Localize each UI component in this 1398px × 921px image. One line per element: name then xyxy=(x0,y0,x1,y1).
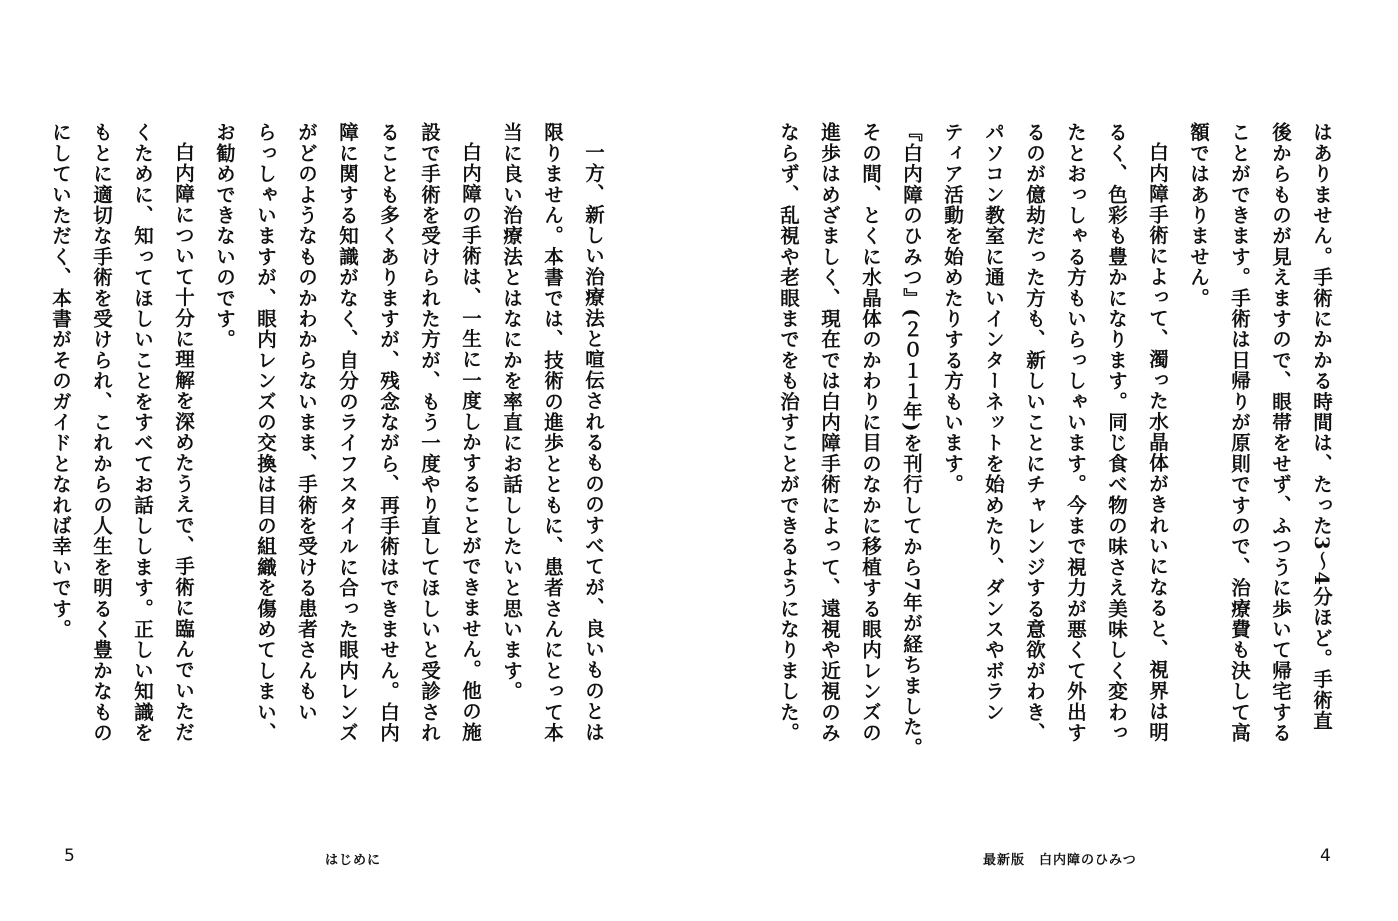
text-line: 『白内障のひみつ』(２０１１年)を刊行してから7年が経ちました。 xyxy=(900,122,923,758)
text-line: 白内障の手術は、一生に一度しかすることができません。他の施 xyxy=(459,141,482,742)
text-line: 白内障について十分に理解を深めたうえで、手術に臨んでいただ xyxy=(172,141,195,742)
text-line: がどのようなものかわからないまま、手術を受ける患者さんもい xyxy=(295,122,318,723)
text-line: ティア活動を始めたりする方もいます。 xyxy=(941,122,964,495)
text-line: 限りません。本書では、技術の進歩とともに、患者さんにとって本 xyxy=(541,122,564,743)
text-line: 障に関する知識がなく、自分のライフスタイルに合った眼内レンズ xyxy=(336,122,359,743)
text-line: 額ではありません。 xyxy=(1187,122,1210,309)
text-line: もとに適切な手術を受けられ、これからの人生を明るく豊かなもの xyxy=(90,122,113,743)
left-running-head: はじめに xyxy=(325,853,382,868)
text-line: はありません。手術にかかる時間は、たった3～4分ほど。手術直 xyxy=(1310,122,1333,732)
text-line: にしていただく、本書がそのガイドとなれば幸いです。 xyxy=(49,122,72,640)
right-page-body xyxy=(652,122,1342,758)
text-line: 白内障手術によって、濁った水晶体がきれいになると、視界は明 xyxy=(1146,141,1169,742)
text-line: 一方、新しい治療法と喧伝されるもののすべてが、良いものとは xyxy=(582,141,605,742)
text-line: 後からものが見えますので、眼帯をせず、ふつうに歩いて帰宅する xyxy=(1269,122,1292,743)
text-line: たとおっしゃる方もいらっしゃいます。今まで視力が悪くて外出す xyxy=(1064,122,1087,743)
text-line: くために、知ってほしいことをすべてお話しします。正しい知識を xyxy=(131,122,154,743)
text-line: るのが億劫だった方も、新しいことにチャレンジする意欲がわき、 xyxy=(1023,122,1046,743)
text-line: お勧めできないのです。 xyxy=(213,122,236,350)
text-line: ることも多くありますが、残念ながら、再手術はできません。白内 xyxy=(377,122,400,743)
text-line: その間、とくに水晶体のかわりに目のなかに移植する眼内レンズの xyxy=(859,122,882,743)
text-line: らっしゃいますが、眼内レンズの交換は目の組織を傷めてしまい、 xyxy=(254,122,277,743)
right-running-head: 最新版 白内障のひみつ xyxy=(983,853,1137,868)
left-page-number: 5 xyxy=(64,846,75,866)
text-line: 当に良い治療法とはなにかを率直にお話ししたいと思います。 xyxy=(500,122,523,702)
right-page-number: 4 xyxy=(1320,846,1331,866)
text-line: ならず、乱視や老眼までをも治すことができるようになりました。 xyxy=(777,122,800,743)
text-line: るく、色彩も豊かになります。同じ食べ物の味さえ美味しく変わっ xyxy=(1105,122,1128,743)
text-line: 進歩はめざましく、現在では白内障手術によって、遠視や近視のみ xyxy=(818,122,841,743)
text-line: パソコン教室に通いインターネットを始めたり、ダンスやボラン xyxy=(982,122,1005,723)
text-line: ことができます。手術は日帰りが原則ですので、治療費も決して高 xyxy=(1228,122,1251,743)
left-page-body xyxy=(49,122,614,743)
text-line: 設で手術を受けられた方が、もう一度やり直してほしいと受診され xyxy=(418,122,441,743)
